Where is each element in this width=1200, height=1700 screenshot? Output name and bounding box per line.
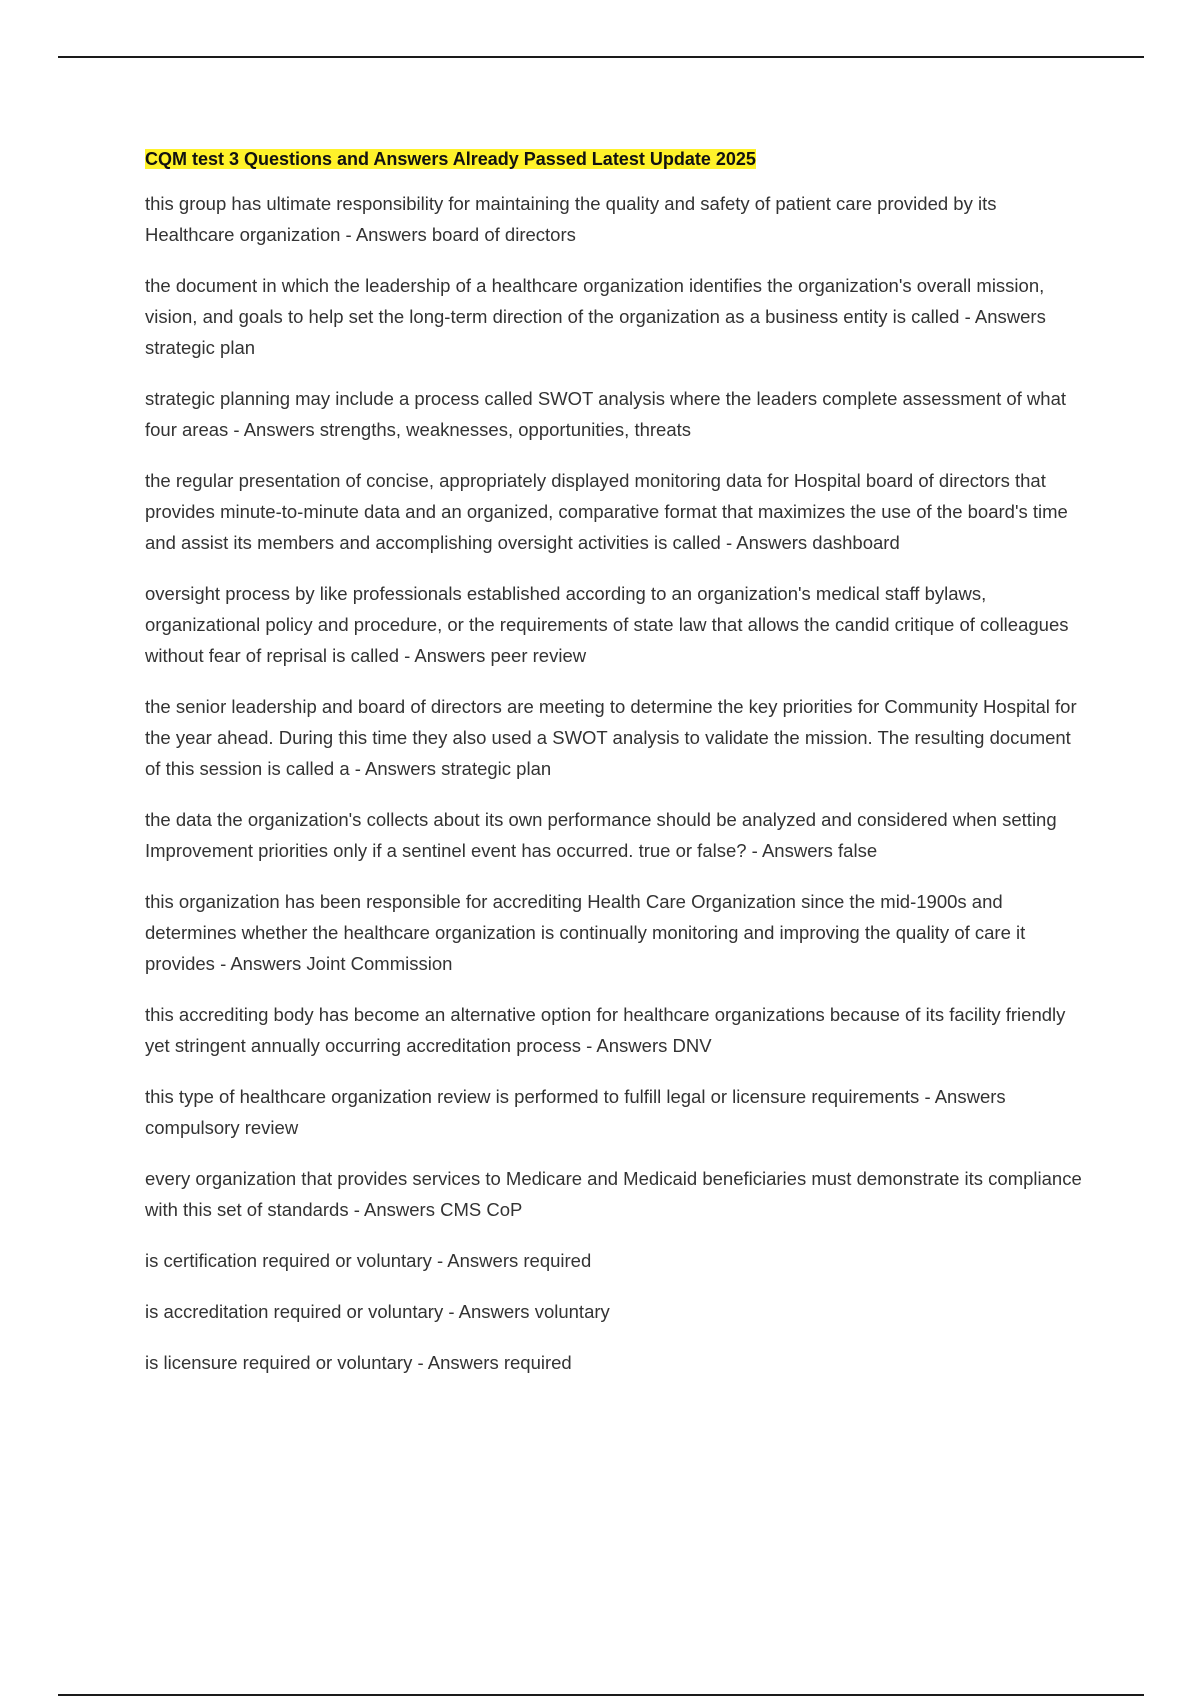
qa-item: this accrediting body has become an alternative option for healthcare organizations because of its facility friendly yet stringent annually occurring accreditation process - Answers DNV: [145, 1004, 1066, 1056]
qa-item: this type of healthcare organization review is performed to fulfill legal or licensure requirements - Answers compulsory review: [145, 1086, 1006, 1138]
document-title: CQM test 3 Questions and Answers Already Passed Latest Update 2025: [145, 149, 756, 169]
qa-item: every organization that provides services to Medicare and Medicaid beneficiaries must demonstrate its compliance with this set of standards - Answers CMS CoP: [145, 1168, 1082, 1220]
footer-rule: [58, 1694, 1144, 1696]
qa-item: strategic planning may include a process called SWOT analysis where the leaders complete assessment of what four areas - Answers strengths, weaknesses, opportunities, threats: [145, 388, 1066, 440]
document-body: [145, 144, 1090, 1398]
qa-item: this group has ultimate responsibility for maintaining the quality and safety of patient care provided by its Healthcare organization - Answers board of directors: [145, 193, 997, 245]
qa-item: is licensure required or voluntary - Answers required: [145, 1352, 572, 1373]
title-wrap: [145, 144, 1090, 174]
qa-item: the data the organization's collects about its own performance should be analyzed and considered when setting Improvement priorities only if a sentinel event has occurred. true or false? - Answers false: [145, 809, 1057, 861]
qa-item: is certification required or voluntary - Answers required: [145, 1250, 592, 1271]
qa-item: the document in which the leadership of a healthcare organization identifies the organization's overall mission, vision, and goals to help set the long-term direction of the organization as a business entity is called - Answers strategic plan: [145, 275, 1046, 358]
qa-item: the regular presentation of concise, appropriately displayed monitoring data for Hospital board of directors that provides minute-to-minute data and an organized, comparative format that maximizes the use of the board's time and assist its members and accomplishing oversight activities is called - Answers dashboard: [145, 470, 1068, 553]
qa-item: the senior leadership and board of directors are meeting to determine the key priorities for Community Hospital for the year ahead. During this time they also used a SWOT analysis to validate the mission. The resulting document of this session is called a - Answers strategic plan: [145, 696, 1077, 779]
qa-item: is accreditation required or voluntary - Answers voluntary: [145, 1301, 610, 1322]
qa-item: this organization has been responsible for accrediting Health Care Organization since the mid-1900s and determines whether the healthcare organization is continually monitoring and improving the quality of care it provides - Answers Joint Commission: [145, 891, 1026, 974]
header-rule: [58, 56, 1144, 58]
qa-item: oversight process by like professionals established according to an organization's medical staff bylaws, organizational policy and procedure, or the requirements of state law that allows the candid critique of colleagues without fear of reprisal is called - Answers peer review: [145, 583, 1069, 666]
